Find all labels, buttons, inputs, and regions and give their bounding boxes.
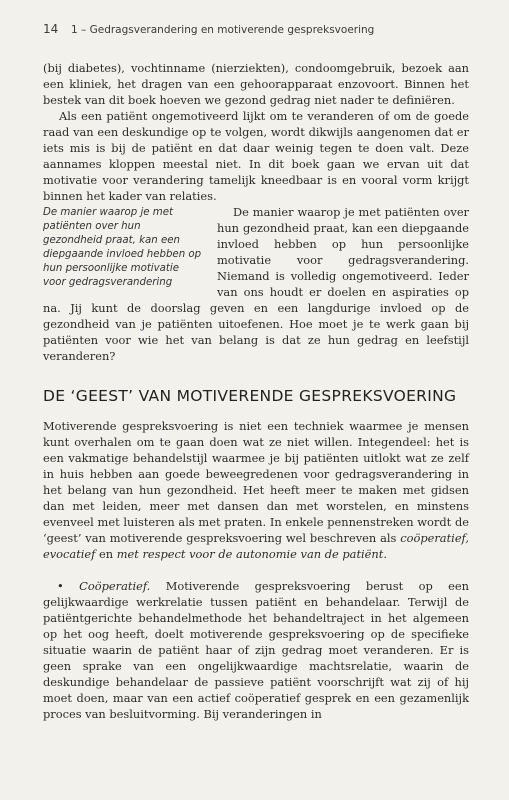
- running-title: 1 – Gedragsverandering en motiverende gespreksvoering: [71, 24, 375, 36]
- bullet-marker: •: [57, 579, 64, 593]
- section-heading: DE ‘GEEST’ VAN MOTIVERENDE GESPREKSVOERING: [43, 387, 457, 405]
- paragraph-4-end: .: [383, 547, 387, 561]
- page-number: 14: [43, 22, 59, 36]
- paragraph-2: Als een patiënt ongemotiveerd lijkt om te veranderen of om de goede raad van een deskundige op te volgen, wordt dikwijls aangenomen dat er iets mis is bij de patiënt en dat daar weinig tegen te doen valt. Deze aannames kloppen meestal niet. In dit boek gaan we ervan uit dat motivatie voor verandering tamelijk kneedbaar is en vooral vorm krijgt binnen het kader van relaties.: [43, 109, 469, 203]
- pull-quote: De manier waarop je met patiënten over hun gezondheid praat, kan een diepgaande invloed hebben op hun persoonlijke motivatie voor gedragsverandering: [43, 207, 202, 288]
- bullet-text: Motiverende gespreksvoering berust op een gelijkwaardige werkrelatie tussen patiënt en behandelaar. Terwijl de patiëntgerichte behandelmethode het behandeltraject in het algemeen op het oog heeft, doelt motiverende gespreksvoering op de specifieke situatie waarin de patiënt haar of zijn gedrag moet veranderen. Er is geen sprake van een ongelijkwaardige machtsrelatie, waarin de deskundige behandelaar de passieve patiënt voorschrijft wat zij of hij moet doen, maar van een actief coöperatief gesprek en een gezamenlijk proces van besluitvorming. Bij veranderingen in: [43, 579, 469, 721]
- paragraph-3: De manier waarop je met patiënten over hun gezondheid praat, kan een diepgaande invloed hebben op hun persoonlijke motivatie voor gedragsverandering. Niemand is volledig ongemotiveerd. Ieder van ons houdt er doelen en aspiraties op na. Jij kunt de doorslag geven en een langdurige invloed op de gezondheid van je patiënten uitoefenen. Hoe moet je te werk gaan bij patiënten voor wie het van belang is dat ze hun gedrag en leefstijl veranderen?: [43, 205, 469, 363]
- bullet-term: Coöperatief.: [79, 579, 151, 593]
- paragraph-4-text: Motiverende gespreksvoering is niet een techniek waarmee je mensen kunt overhalen om te gaan doen wat ze niet willen. Integendeel: het is een vakmatige behandelstijl waarmee je bij patiënten uitlokt wat ze zelf in huis hebben aan goede beweegredenen voor gedragsverandering in het belang van hun gezondheid. Het heeft meer te maken met gidsen dan met leiden, meer met dansen dan met worstelen, en minstens evenveel met luisteren als met praten. In enkele pennenstreken wordt de ‘geest’ van motiverende gespreksvoering wel beschreven als: [43, 419, 469, 545]
- paragraph-1: (bij diabetes), vochtinname (nierziekten), condoomgebruik, bezoek aan een kliniek, het dragen van een gehoorapparaat enzovoort. Binnen het bestek van dit boek hoeven we gezond gedrag niet nader te definiëren.: [43, 61, 469, 107]
- bullet-item-cooperatief: [43, 578, 469, 722]
- paragraph-4-emphasis-1: coöperatief, evocatief: [43, 531, 469, 561]
- pull-quote-block: [43, 204, 469, 364]
- paragraph-4-connector: en: [95, 547, 117, 561]
- running-header: [43, 22, 469, 36]
- paragraph-4: [43, 418, 469, 562]
- paragraph-4-emphasis-2: met respect voor de autonomie van de patiënt: [116, 547, 384, 561]
- page-body: [43, 60, 469, 722]
